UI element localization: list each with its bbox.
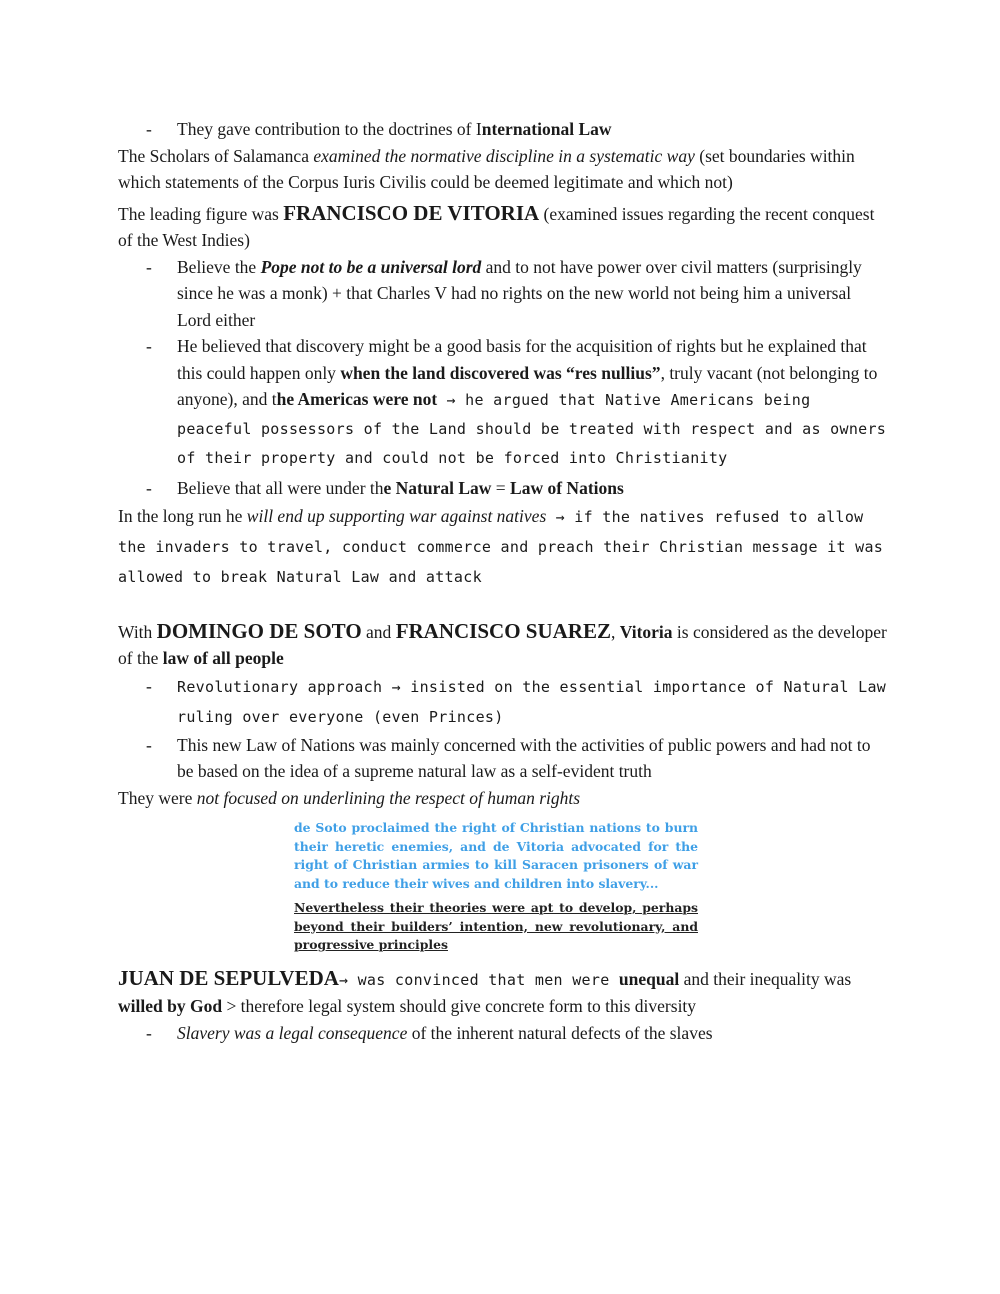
bullet-dash: - (146, 336, 152, 356)
bold-italic-text: Pope not to be a universal lord (260, 256, 482, 277)
bullet-dash: - (146, 675, 152, 696)
heading-name: DOMINGO DE SOTO (156, 618, 362, 643)
bullet-discovery (118, 333, 888, 473)
document-page (118, 116, 888, 1046)
text: With (118, 621, 157, 642)
bullet-dash: - (146, 256, 152, 277)
bullet-law-of-nations (118, 732, 888, 785)
text: Believe that all were under th (177, 478, 384, 498)
italic-text: will end up supporting war against natives (246, 505, 547, 526)
paragraph-vitoria (118, 200, 888, 254)
bullet-dash: - (146, 478, 152, 498)
paragraph-long-run (118, 502, 888, 592)
paragraph-de-soto (118, 618, 888, 672)
text: Believe the (177, 256, 261, 277)
mono-text: → if the natives refused to allow the invaders to travel, conduct commerce and preach their Christian message it was allowed to break Natural Law and attack (118, 507, 884, 586)
heading-name: FRANCISCO DE VITORIA (283, 200, 540, 225)
text: and to not have power over civil matters (surprisingly since he was a monk) + that Charles V had no rights on the new world not being him a universal Lord either (177, 256, 862, 330)
text: He believed that discovery might be a good basis for the acquisition of rights but he explained that this could happen only (177, 336, 867, 383)
text: The leading figure was (118, 203, 284, 224)
mono-text: Revolutionary approach → insisted on the essential importance of Natural Law ruling over everyone (even Princes) (177, 677, 887, 726)
mono-text: → was convinced that men were (338, 970, 619, 989)
bold-text: he Americas were not (276, 389, 438, 409)
text: and (361, 621, 396, 642)
bold-text: Vitoria (619, 621, 673, 642)
quote-image (294, 819, 698, 955)
bold-text: when the land discovered was “res nullius” (340, 362, 661, 383)
text: (examined issues regarding the recent conquest of the West Indies) (118, 203, 875, 250)
bullet-revolutionary (118, 672, 888, 732)
bullet-pope (118, 254, 888, 334)
text: They were (118, 787, 197, 808)
bold-text: nternational Law (481, 119, 612, 139)
bold-text: e Natural Law (383, 478, 492, 498)
text: of the inherent natural defects of the slaves (407, 1022, 713, 1043)
bullet-international-law (118, 116, 888, 143)
spacer (118, 592, 888, 618)
text: The Scholars of Salamanca (118, 145, 314, 166)
bullet-slavery (118, 1020, 888, 1047)
bullet-natural-law (118, 475, 888, 502)
paragraph-sepulveda (118, 965, 888, 1020)
text: , truly vacant (not belonging to anyone), and t (177, 362, 878, 409)
heading-name: FRANCISCO SUAREZ (395, 618, 611, 643)
text: (set boundaries within which statements of the Corpus Iuris Civilis could be deemed legitimate and which not) (118, 145, 855, 192)
quote-underlined-text: Nevertheless their theories were apt to develop, perhaps beyond their builders’ intention, new revolutionary, and progressive principles (294, 900, 698, 952)
italic-text: examined the normative discipline in a systematic way (313, 145, 695, 166)
italic-text: not focused on underlining the respect of human rights (196, 787, 581, 808)
paragraph-salamanca (118, 143, 888, 196)
text: , (610, 621, 620, 642)
italic-text: Slavery was a legal consequence (177, 1022, 408, 1043)
text: > therefore legal system should give concrete form to this diversity (222, 996, 697, 1016)
text: They gave contribution to the doctrines of I (177, 119, 482, 139)
bold-text: unequal (618, 968, 680, 989)
bold-text: Law of Nations (510, 478, 624, 498)
bullet-dash: - (146, 734, 152, 755)
paragraph-human-rights (118, 785, 888, 812)
text: and their inequality was (679, 968, 852, 989)
bold-text: willed by God (118, 996, 223, 1016)
quote-blue-text: de Soto proclaimed the right of Christian nations to burn their heretic enemies, and de Vitoria advocated for the right of Christian armies to kill Saracen prisoners of war and to reduce their wives and children into slavery... (294, 820, 698, 891)
bullet-dash: - (146, 119, 152, 139)
text: is considered as the developer of the (118, 621, 887, 668)
bold-text: law of all people (162, 648, 284, 668)
text: This new Law of Nations was mainly concerned with the activities of public powers and had not to be based on the idea of a supreme natural law as a self-evident truth (177, 734, 871, 781)
mono-text: → he argued that Native Americans being peaceful possessors of the Land should be treated with respect and as owners of their property and could not be forced into Christianity (177, 391, 887, 467)
bullet-dash: - (146, 1022, 152, 1043)
heading-name: JUAN DE SEPULVEDA (118, 965, 339, 990)
text: In the long run he (118, 505, 247, 526)
text: = (491, 478, 511, 498)
